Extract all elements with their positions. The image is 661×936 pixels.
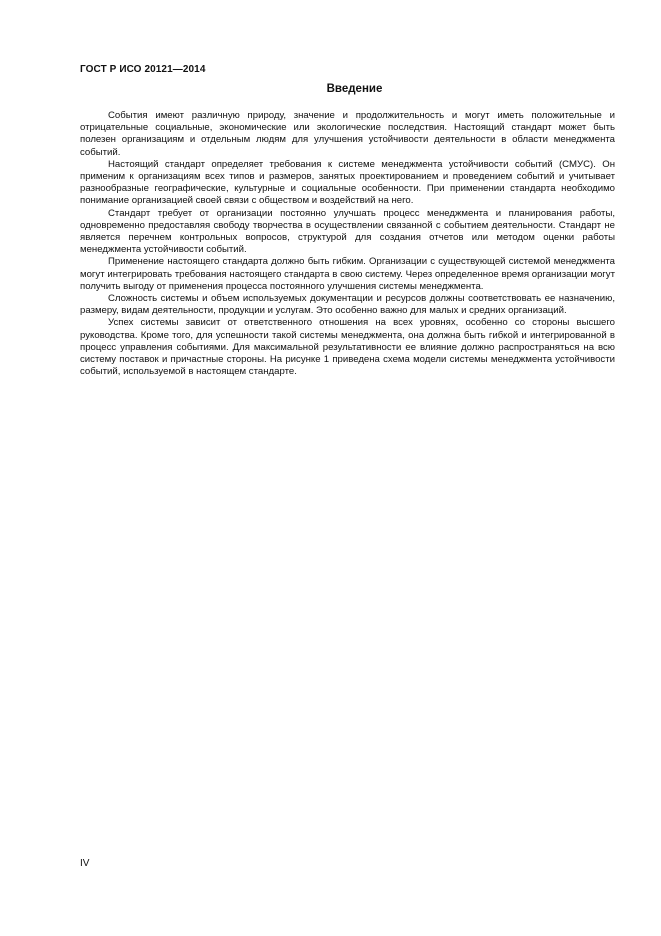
- document-header: ГОСТ Р ИСО 20121—2014: [80, 64, 206, 75]
- paragraph: События имеют различную природу, значение и продолжительность и могут иметь положительные и отрицательные социальные, экономические или экологические последствия. Настоящий стандарт может быть полезен организациям и отдельным людям для улучшения устойчивости деятельности в области менеджмента событий.: [80, 110, 615, 158]
- body-text: [80, 110, 615, 378]
- paragraph: Сложность системы и объем используемых документации и ресурсов должны соответствовать ее назначению, размеру, видам деятельности, продукции и услугам. Это особенно важно для малых и средних организаций.: [80, 293, 615, 317]
- paragraph: Применение настоящего стандарта должно быть гибким. Организации с существующей системой менеджмента могут интегрировать требования настоящего стандарта в свою систему. Через определенное время организации могут получить выгоду от применения процесса постоянного улучшения системы менеджмента.: [80, 256, 615, 292]
- paragraph: Успех системы зависит от ответственного отношения на всех уровнях, особенно со стороны высшего руководства. Кроме того, для успешности такой системы менеджмента, она должна быть гибкой и интегрированной в процесс управления событиями. Для максимальной результативности ее влияние должно распространяться на всю систему поставок и причастные стороны. На рисунке 1 приведена схема модели системы менеджмента устойчивости событий, используемой в настоящем стандарте.: [80, 317, 615, 378]
- page-number: IV: [80, 858, 90, 869]
- paragraph: Настоящий стандарт определяет требования к системе менеджмента устойчивости событий (СМУС). Он применим к организациям всех типов и размеров, занятых проектированием и проведением событий и учитывает разнообразные географические, культурные и социальные особенности. При применении стандарта необходимо понимание организацией своей связи с обществом и воздействий на него.: [80, 158, 615, 207]
- section-title: Введение: [326, 83, 383, 95]
- paragraph: Стандарт требует от организации постоянно улучшать процесс менеджмента и планирования работы, одновременно предоставляя свободу творчества в осуществлении связанной с событием деятельности. Стандарт не является перечнем контрольных вопросов, структурой для создания отчетов или методом оценки работы менеджмента устойчивости событий.: [80, 207, 615, 256]
